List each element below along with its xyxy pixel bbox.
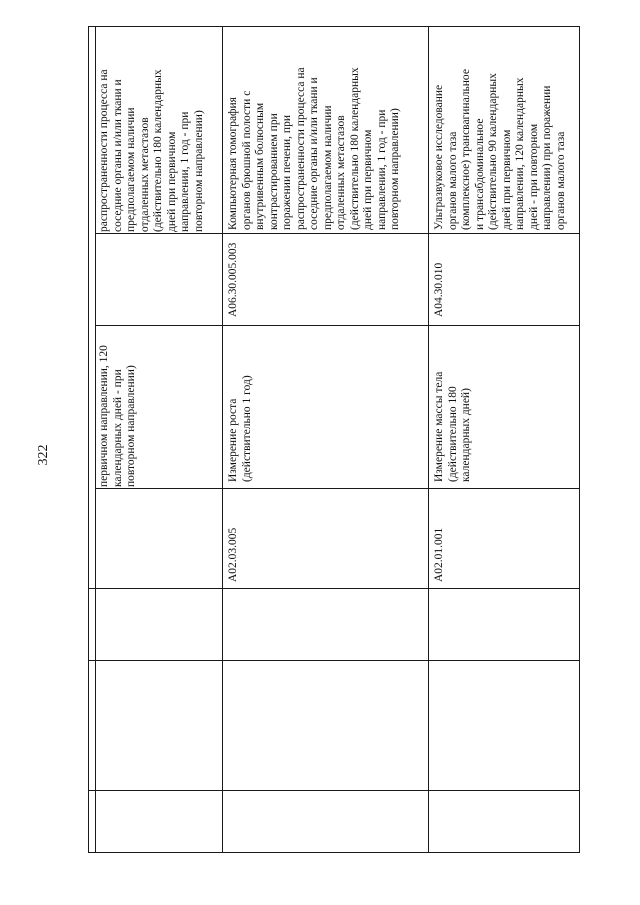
service-code-cell: A02.03.005 [227,527,239,582]
service-name-cell: Измерение роста (действительно 1 год) [227,375,253,482]
service-name-cell: распространенности процесса на соседние органы и/или ткани и предполагаемом наличии отдаленных метастазов (действительно 180 календарных дней при первичном направлении, 1 год - при повторном направлении) [98,69,205,232]
service-name-cell: Ультразвуковое исследование органов малого таза (комплексное) трансвагинальное и трансабдоминальное (действительно 90 календарных дней при первичном направлении, 120 календарных дней - при повторном направлении) при поражении органов малого таза [433,69,567,230]
service-name-cell: Измерение массы тела (действительно 180 календарных дней) [433,371,472,482]
service-code-cell: A04.30.010 [433,262,445,317]
table-row [96,27,222,853]
service-code-cell: A06.30.005.003 [227,242,239,317]
table-border-left [88,26,89,853]
table-border-right [579,26,580,853]
service-name-cell: Компьютерная томография органов брюшной полости с внутривенным болюсным контрастированием при поражении печени, при распространенности процесса на соседние органы и/или ткани и предполагаемом наличии отдаленных метастазов (действительно 180 календарных дней при первичном направлении, 1 год - при повторном направлении) [227,67,401,230]
page-number: 322 [36,444,51,466]
table-row [429,27,579,853]
table-row [223,27,428,853]
service-code-cell: A02.01.001 [433,527,445,582]
service-name-cell: первичном направлении, 120 календарных дней - при повторном направлении) [98,345,137,487]
